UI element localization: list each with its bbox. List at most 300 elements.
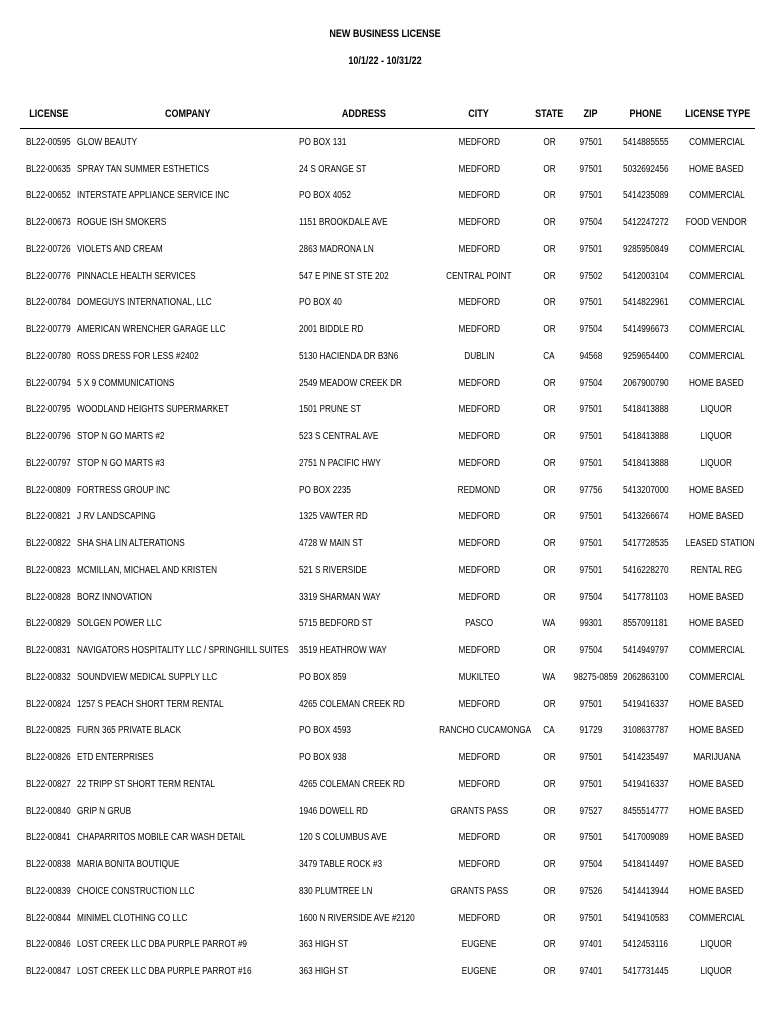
state-cell: OR [542,270,556,282]
zip-cell: 97504 [579,591,603,603]
column-header-license-type: LICENSE TYPE [678,100,755,129]
license-type-cell: COMMERCIAL [688,350,745,362]
license-cell: BL22-00779 [26,324,71,336]
company-cell: STOP N GO MARTS #3 [77,457,165,469]
license-type-cell: COMMERCIAL [688,297,745,309]
state-cell: CA [543,725,555,737]
address-cell: 120 S COLUMBUS AVE [299,832,387,844]
company-cell: GLOW BEAUTY [77,136,138,148]
address-cell: 1501 PRUNE ST [299,404,361,416]
table-row [20,771,755,798]
company-cell: SPRAY TAN SUMMER ESTHETICS [77,163,209,175]
license-type-cell: HOME BASED [689,885,744,897]
company-cell: ROGUE ISH SMOKERS [77,217,167,229]
state-cell: CA [543,350,555,362]
license-type-cell: LIQUOR [700,431,733,443]
address-cell: 547 E PINE ST STE 202 [299,270,389,282]
table-row [20,584,755,611]
zip-cell: 97401 [579,966,603,978]
company-cell: INTERSTATE APPLIANCE SERVICE INC [77,190,230,202]
address-cell: 1325 VAWTER RD [299,511,368,523]
address-cell: PO BOX 40 [299,297,342,309]
city-cell: MEDFORD [458,698,500,710]
company-cell: SOUNDVIEW MEDICAL SUPPLY LLC [77,671,218,683]
zip-cell: 97501 [579,297,603,309]
city-cell: CENTRAL POINT [446,270,512,282]
phone-cell: 5417009089 [622,832,669,844]
company-cell: FORTRESS GROUP INC [77,484,171,496]
phone-cell: 5414822961 [622,297,669,309]
city-cell: MEDFORD [458,136,500,148]
phone-cell: 5412453116 [623,939,668,951]
license-type-cell: COMMERCIAL [688,270,745,282]
column-header-company: COMPANY [77,100,299,129]
phone-cell: 2067900790 [622,377,669,389]
zip-cell: 99301 [579,618,603,630]
address-cell: 523 S CENTRAL AVE [299,431,379,443]
city-cell: MEDFORD [458,912,500,924]
city-cell: MEDFORD [458,377,500,389]
address-cell: 3479 TABLE ROCK #3 [299,859,383,871]
company-cell: SHA SHA LIN ALTERATIONS [77,538,185,550]
license-cell: BL22-00832 [26,671,71,683]
license-type-cell: HOME BASED [689,832,744,844]
zip-cell: 97501 [579,404,603,416]
license-cell: BL22-00780 [26,350,71,362]
city-cell: MEDFORD [458,190,500,202]
zip-cell: 97501 [579,698,603,710]
table-row [20,209,755,236]
city-cell: EUGENE [461,939,497,951]
city-cell: REDMOND [457,484,501,496]
license-type-cell: LIQUOR [700,939,733,951]
state-cell: OR [542,243,556,255]
table-row [20,423,755,450]
city-cell: MEDFORD [458,591,500,603]
company-cell: 5 X 9 COMMUNICATIONS [77,377,175,389]
company-cell: STOP N GO MARTS #2 [77,431,165,443]
license-type-cell: COMMERCIAL [688,671,745,683]
phone-cell: 5418413888 [622,457,669,469]
city-cell: MEDFORD [458,859,500,871]
license-cell: BL22-00846 [26,939,71,951]
license-cell: BL22-00795 [26,404,71,416]
company-cell: DOMEGUYS INTERNATIONAL, LLC [77,297,212,309]
company-cell: FURN 365 PRIVATE BLACK [77,725,182,737]
state-cell: WA [542,618,556,630]
company-cell: ETD ENTERPRISES [77,752,154,764]
state-cell: OR [542,564,556,576]
table-row [20,530,755,557]
document-title: NEW BUSINESS LICENSE [329,28,441,40]
phone-cell: 5416228270 [622,564,669,576]
state-cell: OR [542,511,556,523]
license-cell: BL22-00825 [26,725,71,737]
phone-cell: 5419410583 [622,912,669,924]
license-type-cell: COMMERCIAL [688,912,745,924]
address-cell: PO BOX 938 [299,752,347,764]
state-cell: OR [542,457,556,469]
zip-cell: 97527 [579,805,603,817]
table-row [20,183,755,210]
license-cell: BL22-00829 [26,618,71,630]
table-row [20,450,755,477]
license-type-cell: COMMERCIAL [688,136,745,148]
phone-cell: 5418413888 [622,431,669,443]
zip-cell: 97756 [579,484,603,496]
table-row [20,851,755,878]
zip-cell: 97501 [579,190,603,202]
city-cell: DUBLIN [463,350,495,362]
phone-cell: 5418413888 [622,404,669,416]
license-type-cell: HOME BASED [689,377,744,389]
phone-cell: 5412247272 [622,217,669,229]
license-cell: BL22-00726 [26,243,71,255]
license-type-cell: HOME BASED [689,484,744,496]
table-row [20,236,755,263]
phone-cell: 5413266674 [622,511,669,523]
state-cell: OR [542,645,556,657]
license-type-cell: COMMERCIAL [688,645,745,657]
zip-cell: 97504 [579,377,603,389]
zip-cell: 97501 [579,912,603,924]
address-cell: 363 HIGH ST [299,966,349,978]
table-row [20,397,755,424]
license-cell: BL22-00797 [26,457,71,469]
state-cell: OR [542,752,556,764]
license-cell: BL22-00840 [26,805,71,817]
state-cell: OR [542,912,556,924]
state-cell: OR [542,217,556,229]
table-row [20,664,755,691]
phone-cell: 8557091181 [623,618,668,630]
address-cell: 2549 MEADOW CREEK DR [299,377,402,389]
company-cell: CHOICE CONSTRUCTION LLC [77,885,195,897]
state-cell: OR [542,698,556,710]
license-type-cell: FOOD VENDOR [685,217,748,229]
license-cell: BL22-00838 [26,859,71,871]
zip-cell: 97501 [579,778,603,790]
license-type-cell: LIQUOR [700,404,733,416]
address-cell: 1151 BROOKDALE AVE [299,217,388,229]
table-row [20,932,755,959]
address-cell: 5715 BEDFORD ST [299,618,373,630]
state-cell: WA [542,671,556,683]
phone-cell: 5417728535 [622,538,669,550]
zip-cell: 97401 [579,939,603,951]
company-cell: SOLGEN POWER LLC [77,618,162,630]
state-cell: OR [542,805,556,817]
city-cell: MEDFORD [458,778,500,790]
column-header-phone: PHONE [613,100,678,129]
address-cell: 4728 W MAIN ST [299,538,363,550]
license-type-cell: HOME BASED [689,778,744,790]
city-cell: GRANTS PASS [450,885,508,897]
phone-cell: 5414235497 [622,752,669,764]
phone-cell: 5414413944 [622,885,669,897]
phone-cell: 5414949797 [622,645,669,657]
table-body [20,129,755,986]
address-cell: 830 PLUMTREE LN [299,885,373,897]
city-cell: GRANTS PASS [450,805,508,817]
zip-cell: 98275-0859 [573,671,618,683]
license-cell: BL22-00776 [26,270,71,282]
city-cell: MEDFORD [458,511,500,523]
zip-cell: 97504 [579,324,603,336]
license-type-cell: HOME BASED [689,591,744,603]
zip-cell: 97501 [579,163,603,175]
phone-cell: 5419416337 [622,698,669,710]
city-cell: MEDFORD [458,645,500,657]
phone-cell: 5414235089 [622,190,669,202]
phone-cell: 5417731445 [622,966,669,978]
column-header-state: STATE [529,100,569,129]
company-cell: AMERICAN WRENCHER GARAGE LLC [77,324,226,336]
company-cell: BORZ INNOVATION [77,591,152,603]
license-type-cell: HOME BASED [689,859,744,871]
city-cell: MEDFORD [458,404,500,416]
license-cell: BL22-00595 [26,136,71,148]
zip-cell: 97501 [579,564,603,576]
company-cell: WOODLAND HEIGHTS SUPERMARKET [77,404,229,416]
column-header-city: CITY [429,100,529,129]
city-cell: MUKILTEO [458,671,500,683]
phone-cell: 5417781103 [623,591,668,603]
phone-cell: 5414996673 [622,324,669,336]
column-header-zip: ZIP [569,100,613,129]
license-type-cell: COMMERCIAL [688,243,745,255]
city-cell: MEDFORD [458,752,500,764]
company-cell: J RV LANDSCAPING [77,511,156,523]
license-type-cell: HOME BASED [689,163,744,175]
state-cell: OR [542,163,556,175]
state-cell: OR [542,324,556,336]
city-cell: MEDFORD [458,324,500,336]
zip-cell: 97502 [579,270,603,282]
state-cell: OR [542,832,556,844]
state-cell: OR [542,538,556,550]
license-type-cell: HOME BASED [689,618,744,630]
company-cell: LOST CREEK LLC DBA PURPLE PARROT #9 [77,939,247,951]
license-cell: BL22-00822 [26,538,71,550]
address-cell: 3319 SHARMAN WAY [299,591,381,603]
table-row [20,825,755,852]
header-row [20,100,755,129]
date-range: 10/1/22 - 10/31/22 [348,55,422,67]
table-row [20,557,755,584]
license-cell: BL22-00827 [26,778,71,790]
table-row [20,637,755,664]
address-cell: PO BOX 859 [299,671,347,683]
address-cell: 2001 BIDDLE RD [299,324,364,336]
table-row [20,290,755,317]
address-cell: 1946 DOWELL RD [299,805,368,817]
license-cell: BL22-00824 [26,698,71,710]
license-cell: BL22-00839 [26,885,71,897]
phone-cell: 2062863100 [622,671,669,683]
license-cell: BL22-00794 [26,377,71,389]
address-cell: 2863 MADRONA LN [299,243,374,255]
state-cell: OR [542,431,556,443]
column-header-license: LICENSE [20,100,77,129]
table-row [20,958,755,985]
phone-cell: 5413207000 [622,484,669,496]
company-cell: VIOLETS AND CREAM [77,243,163,255]
license-type-cell: HOME BASED [689,698,744,710]
city-cell: MEDFORD [458,457,500,469]
phone-cell: 5419416337 [622,778,669,790]
license-cell: BL22-00844 [26,912,71,924]
table-row [20,504,755,531]
license-cell: BL22-00826 [26,752,71,764]
phone-cell: 5418414497 [622,859,669,871]
table-row [20,263,755,290]
license-cell: BL22-00847 [26,966,71,978]
phone-cell: 9259654400 [622,350,669,362]
state-cell: OR [542,190,556,202]
company-cell: LOST CREEK LLC DBA PURPLE PARROT #16 [77,966,252,978]
phone-cell: 8455514777 [622,805,669,817]
state-cell: OR [542,966,556,978]
address-cell: 24 S ORANGE ST [299,163,367,175]
license-type-cell: LEASED STATION [685,538,755,550]
state-cell: OR [542,939,556,951]
state-cell: OR [542,297,556,309]
company-cell: NAVIGATORS HOSPITALITY LLC / SPRINGHILL SUITES [77,645,289,657]
company-cell: PINNACLE HEALTH SERVICES [77,270,196,282]
company-cell: CHAPARRITOS MOBILE CAR WASH DETAIL [77,832,246,844]
state-cell: OR [542,885,556,897]
city-cell: RANCHO CUCAMONGA [439,725,532,737]
phone-cell: 5032692456 [622,163,669,175]
license-type-cell: COMMERCIAL [688,324,745,336]
license-cell: BL22-00828 [26,591,71,603]
license-type-cell: HOME BASED [689,805,744,817]
license-table [20,100,755,985]
zip-cell: 97504 [579,859,603,871]
license-cell: BL22-00809 [26,484,71,496]
address-cell: PO BOX 131 [299,136,347,148]
state-cell: OR [542,136,556,148]
city-cell: MEDFORD [458,163,500,175]
state-cell: OR [542,377,556,389]
zip-cell: 97501 [579,431,603,443]
license-cell: BL22-00841 [26,832,71,844]
phone-cell: 5412003104 [622,270,669,282]
zip-cell: 97526 [579,885,603,897]
state-cell: OR [542,591,556,603]
zip-cell: 97501 [579,243,603,255]
table-row [20,611,755,638]
license-type-cell: HOME BASED [689,511,744,523]
license-cell: BL22-00831 [26,645,71,657]
city-cell: MEDFORD [458,431,500,443]
zip-cell: 97501 [579,457,603,469]
phone-cell: 9285950849 [622,243,669,255]
zip-cell: 97501 [579,511,603,523]
license-type-cell: MARIJUANA [692,752,741,764]
city-cell: MEDFORD [458,217,500,229]
zip-cell: 97501 [579,752,603,764]
table-row [20,691,755,718]
license-cell: BL22-00784 [26,297,71,309]
zip-cell: 97501 [579,538,603,550]
company-cell: 1257 S PEACH SHORT TERM RENTAL [77,698,224,710]
company-cell: MCMILLAN, MICHAEL AND KRISTEN [77,564,218,576]
phone-cell: 5414885555 [622,136,669,148]
license-cell: BL22-00821 [26,511,71,523]
state-cell: OR [542,404,556,416]
city-cell: MEDFORD [458,564,500,576]
company-cell: MARIA BONITA BOUTIQUE [77,859,180,871]
table-row [20,878,755,905]
license-cell: BL22-00635 [26,163,71,175]
company-cell: 22 TRIPP ST SHORT TERM RENTAL [77,778,215,790]
phone-cell: 3108637787 [622,725,669,737]
city-cell: PASCO [464,618,494,630]
city-cell: MEDFORD [458,297,500,309]
zip-cell: 94568 [579,350,603,362]
address-cell: PO BOX 4593 [299,725,351,737]
zip-cell: 97504 [579,645,603,657]
license-cell: BL22-00796 [26,431,71,443]
table-row [20,798,755,825]
address-cell: 2751 N PACIFIC HWY [299,457,381,469]
address-cell: 521 S RIVERSIDE [299,564,367,576]
column-header-address: ADDRESS [299,100,429,129]
company-cell: ROSS DRESS FOR LESS #2402 [77,350,199,362]
city-cell: MEDFORD [458,538,500,550]
table-row [20,744,755,771]
city-cell: MEDFORD [458,243,500,255]
license-cell: BL22-00652 [26,190,71,202]
table-row [20,156,755,183]
license-type-cell: RENTAL REG [690,564,743,576]
license-cell: BL22-00823 [26,564,71,576]
address-cell: PO BOX 4052 [299,190,351,202]
zip-cell: 97504 [579,217,603,229]
address-cell: PO BOX 2235 [299,484,351,496]
license-cell: BL22-00673 [26,217,71,229]
address-cell: 3519 HEATHROW WAY [299,645,387,657]
license-type-cell: LIQUOR [700,457,733,469]
address-cell: 4265 COLEMAN CREEK RD [299,778,405,790]
table-row [20,129,755,156]
company-cell: GRIP N GRUB [77,805,132,817]
city-cell: MEDFORD [458,832,500,844]
table-row [20,370,755,397]
table-row [20,343,755,370]
table-row [20,718,755,745]
city-cell: EUGENE [461,966,497,978]
license-type-cell: LIQUOR [700,966,733,978]
zip-cell: 97501 [579,832,603,844]
table-row [20,316,755,343]
table-row [20,477,755,504]
license-type-cell: COMMERCIAL [688,190,745,202]
state-cell: OR [542,859,556,871]
state-cell: OR [542,778,556,790]
company-cell: MINIMEL CLOTHING CO LLC [77,912,188,924]
address-cell: 363 HIGH ST [299,939,349,951]
address-cell: 5130 HACIENDA DR B3N6 [299,350,399,362]
zip-cell: 91729 [579,725,603,737]
license-type-cell: HOME BASED [689,725,744,737]
table-row [20,905,755,932]
address-cell: 1600 N RIVERSIDE AVE #2120 [299,912,415,924]
zip-cell: 97501 [579,136,603,148]
state-cell: OR [542,484,556,496]
